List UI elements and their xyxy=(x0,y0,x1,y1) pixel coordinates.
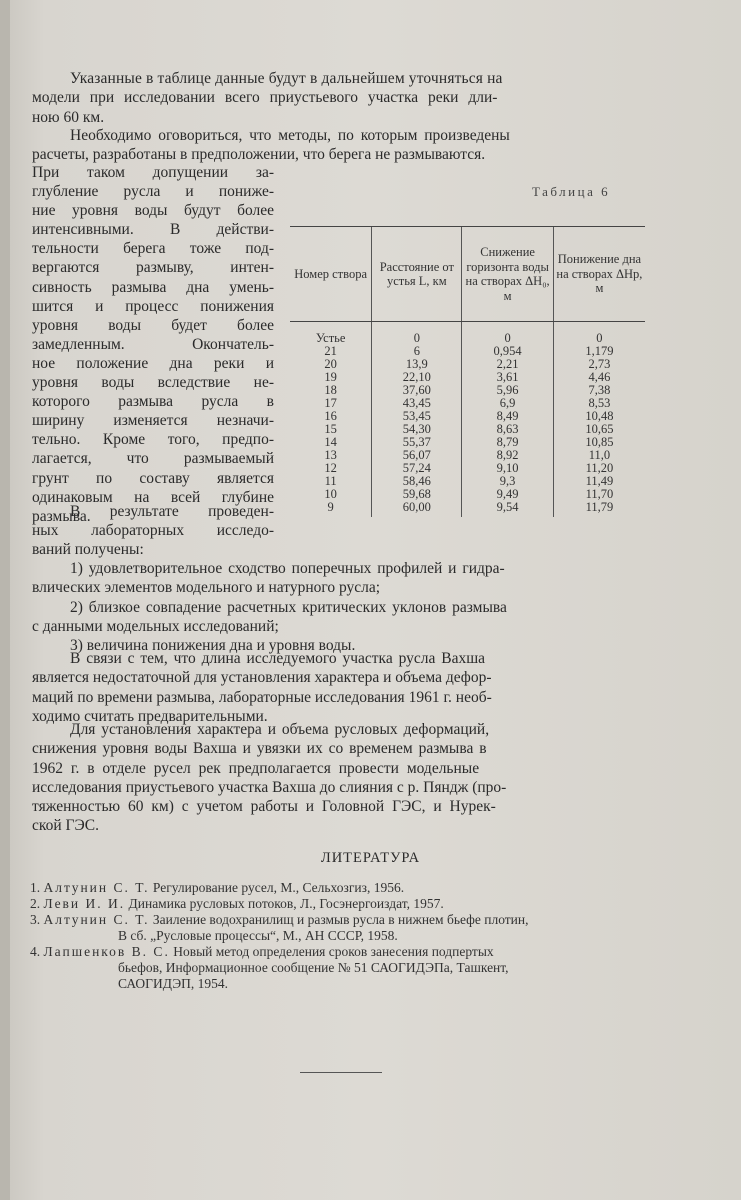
table-row xyxy=(290,501,645,517)
table-cell: Устье xyxy=(315,331,346,345)
text-line: грунт по составу является xyxy=(32,469,274,487)
text-line: вергаются размыву, интен- xyxy=(32,259,274,277)
reference-continuation: бьефов, Информационное сообщение № 51 САОГИДЭПа, Ташкент, xyxy=(118,960,509,975)
paragraph-3 xyxy=(32,163,274,526)
text-line: замедленным. Окончатель- xyxy=(32,335,274,353)
table-cell: 10,85 xyxy=(553,436,645,449)
table-cell: 0 xyxy=(372,322,462,346)
reference-number: 1. xyxy=(30,880,41,895)
table-cell: 2,73 xyxy=(553,358,645,371)
table-cell: 15 xyxy=(324,422,337,436)
page-binding-edge xyxy=(0,0,10,1200)
table-cell: 0 xyxy=(462,322,553,346)
column-header: Номер створа xyxy=(290,227,372,322)
table-cell: 9,3 xyxy=(462,475,553,488)
table-cell: 11,70 xyxy=(553,488,645,501)
table-caption: Таблица 6 xyxy=(532,184,611,199)
reference-text: Заиление водохранилищ и размыв русла в нижнем бьефе плотин, xyxy=(149,912,529,927)
text-line: одинаковым на всей глубине xyxy=(32,488,274,506)
table-cell: 11,79 xyxy=(553,501,645,517)
table-cell: 58,46 xyxy=(372,475,462,488)
table-cell: 11,49 xyxy=(553,475,645,488)
reference-number: 4. xyxy=(30,944,41,959)
text-line: лагается, что размываемый xyxy=(32,450,274,468)
paragraph-2 xyxy=(32,126,644,165)
table-cell: 10,48 xyxy=(553,410,645,423)
text-line: которого размыва русла в xyxy=(32,393,274,411)
text-line: В результате проведен- xyxy=(70,503,274,520)
text-line: ние уровня воды будут более xyxy=(32,202,274,220)
table-cell: 9,10 xyxy=(462,462,553,475)
text-line: исследования приустьевого участка Вахша до слияния с р. Пяндж (про- xyxy=(32,778,507,796)
table-cell: 11,20 xyxy=(553,462,645,475)
reference-number: 2. xyxy=(30,896,41,911)
reference-item xyxy=(30,912,650,928)
table-cell: 8,63 xyxy=(462,423,553,436)
data-table xyxy=(290,226,645,517)
table-cell: 7,38 xyxy=(553,384,645,397)
text-line: маций по времени размыва, лабораторные исследования 1961 г. необ- xyxy=(32,688,492,706)
table-cell: 53,45 xyxy=(372,410,462,423)
reference-continuation: В сб. „Русловые процессы“, М., АН СССР, 1958. xyxy=(118,928,398,943)
list-item: 1) удовлетворительное сходство поперечных профилей и гидра- xyxy=(70,560,505,577)
table-cell: 57,24 xyxy=(372,462,462,475)
table-cell: 60,00 xyxy=(372,501,462,517)
text-line: уровня воды вследствие не- xyxy=(32,374,274,392)
list-item: влических элементов модельного и натурного русла; xyxy=(32,579,381,597)
table-cell: 4,46 xyxy=(553,371,645,384)
reference-text: Новый метод определения сроков занесения подпертых xyxy=(169,944,494,959)
paragraph-1 xyxy=(32,69,644,127)
table-cell: 11 xyxy=(324,474,337,488)
text-line: шится и процесс понижения xyxy=(32,297,274,315)
column-header: Понижение дна на створах ΔHр, м xyxy=(553,227,645,322)
table-cell: 8,53 xyxy=(553,397,645,410)
table-cell: 8,79 xyxy=(462,436,553,449)
text-line: ных лабораторных исследо- xyxy=(32,522,274,540)
table-cell: 13,9 xyxy=(372,358,462,371)
reference-item xyxy=(30,880,650,896)
table-cell: 14 xyxy=(324,435,337,449)
text-line: ною 60 км. xyxy=(32,108,105,126)
table-cell: 9,49 xyxy=(462,488,553,501)
reference-author: Лапшенков В. С. xyxy=(43,944,170,959)
table-cell: 17 xyxy=(324,396,337,410)
text-line: Для установления характера и объема русловых деформаций, xyxy=(70,721,490,738)
table-cell: 22,10 xyxy=(372,371,462,384)
table-cell: 3,61 xyxy=(462,371,553,384)
text-line: ской ГЭС. xyxy=(32,817,99,835)
table-row xyxy=(290,322,645,346)
text-line: Необходимо оговориться, что методы, по которым произведены xyxy=(70,127,510,144)
table-cell: 55,37 xyxy=(372,436,462,449)
reference-author: Леви И. И. xyxy=(43,896,126,911)
reference-author: Алтунин С. Т. xyxy=(43,880,150,895)
text-line: снижения уровня воды Вахша и увязки их со временем размыва в xyxy=(32,740,487,758)
text-line: сивность размыва дна умень- xyxy=(32,278,274,296)
text-line: является недостаточной для установления характера и объема дефор- xyxy=(32,669,492,687)
text-line: ное положение дна реки и xyxy=(32,354,274,372)
list-item: 2) близкое совпадение расчетных критических уклонов размыва xyxy=(70,598,507,616)
table-cell: 54,30 xyxy=(372,423,462,436)
table-cell: 37,60 xyxy=(372,384,462,397)
text-line: тельно. Кроме того, предпо- xyxy=(32,431,274,449)
text-line: расчеты, разработаны в предположении, что берега не размываются. xyxy=(32,146,486,164)
table-cell: 5,96 xyxy=(462,384,553,397)
table-cell: 11,0 xyxy=(553,449,645,462)
text-line: 1962 г. в отделе русел рек предполагается провести модельные xyxy=(32,759,480,777)
text-line: интенсивными. В действи- xyxy=(32,221,274,239)
table-cell: 43,45 xyxy=(372,397,462,410)
table-cell: 8,49 xyxy=(462,410,553,423)
text-line: ваний получены: xyxy=(32,541,144,559)
reference-number: 3. xyxy=(30,912,41,927)
numbered-list xyxy=(32,559,644,655)
text-line: При таком допущении за- xyxy=(32,164,274,181)
table-cell: 2,21 xyxy=(462,358,553,371)
paragraph-4 xyxy=(32,502,274,559)
list-item: с данными модельных исследований; xyxy=(32,617,279,635)
table-cell: 6,9 xyxy=(462,397,553,410)
text-line: уровня воды будет более xyxy=(32,316,274,334)
text-line: размыва. xyxy=(32,507,91,525)
table-cell: 13 xyxy=(324,448,337,462)
table-cell: 1,179 xyxy=(553,345,645,358)
table-cell: 59,68 xyxy=(372,488,462,501)
table-cell: 56,07 xyxy=(372,449,462,462)
column-header: Снижение горизонта воды на створах ΔH₀, м xyxy=(462,227,553,322)
table-cell: 9 xyxy=(327,500,334,514)
references-list xyxy=(30,880,650,992)
paragraph-6 xyxy=(32,720,644,836)
table-cell: 21 xyxy=(324,344,337,358)
table-cell: 18 xyxy=(324,383,337,397)
text-line: тельности берега тоже под- xyxy=(32,240,274,258)
text-line: ходимо считать предварительными. xyxy=(32,707,268,725)
table-cell: 10,65 xyxy=(553,423,645,436)
text-line: В связи с тем, что длина исследуемого участка русла Вахша xyxy=(70,650,486,667)
table-cell: 10 xyxy=(324,487,337,501)
reference-item xyxy=(30,896,650,912)
text-line: тяженностью 60 км) с учетом работы и Головной ГЭС, и Нурек- xyxy=(32,798,496,816)
references-title: ЛИТЕРАТУРА xyxy=(320,850,421,866)
end-rule xyxy=(300,1072,382,1073)
table-cell: 19 xyxy=(324,370,337,384)
table-header-row xyxy=(290,227,645,322)
reference-text: Регулирование русел, М., Сельхозгиз, 1956. xyxy=(149,880,405,895)
column-header: Расстояние от устья L, км xyxy=(372,227,462,322)
text-line: ширину изменяется незначи- xyxy=(32,412,274,430)
table-cell: 16 xyxy=(324,409,337,423)
table-cell: 6 xyxy=(372,345,462,358)
table-cell: 0,954 xyxy=(462,345,553,358)
table-cell: 9,54 xyxy=(462,501,553,517)
table-cell: 20 xyxy=(324,357,337,371)
text-line: глубление русла и пониже- xyxy=(32,183,274,201)
reference-item xyxy=(30,944,650,960)
table-cell: 8,92 xyxy=(462,449,553,462)
table-cell: 0 xyxy=(553,322,645,346)
table-cell: 12 xyxy=(324,461,337,475)
reference-continuation: САОГИДЭП, 1954. xyxy=(118,976,229,991)
reference-text: Динамика русловых потоков, Л., Госэнергоиздат, 1957. xyxy=(125,896,444,911)
list-item: 3) величина понижения дна и уровня воды. xyxy=(70,637,356,655)
paragraph-5 xyxy=(32,649,644,726)
text-line: Указанные в таблице данные будут в дальнейшем уточняться на xyxy=(70,70,503,87)
reference-author: Алтунин С. Т. xyxy=(43,912,150,927)
text-line: модели при исследовании всего приустьевого участка реки дли- xyxy=(32,89,498,107)
